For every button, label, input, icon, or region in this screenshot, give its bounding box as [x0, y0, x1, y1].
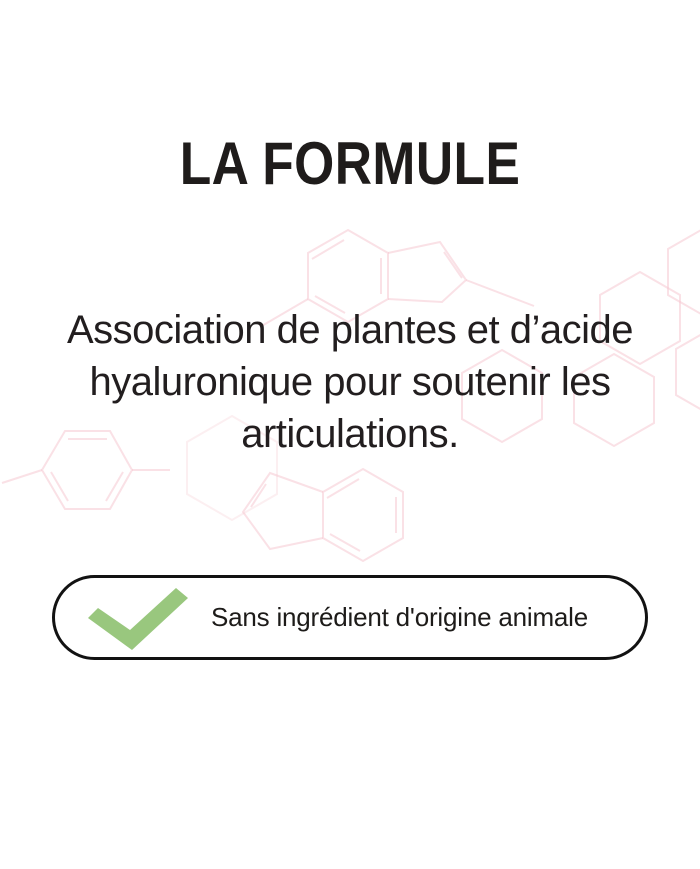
description-paragraph [0, 304, 700, 460]
description-line: Association de plantes et d’acide [66, 308, 634, 352]
description-line: articulations. [241, 412, 459, 456]
checkmark-icon [88, 588, 188, 650]
page-title [0, 130, 700, 197]
description-line: hyaluronique pour soutenir les [89, 360, 611, 404]
no-animal-ingredient-badge [52, 575, 648, 660]
badge-label: Sans ingrédient d'origine animale [210, 602, 589, 632]
page-title-text: LA FORMULE [179, 130, 521, 197]
checkmark-glyph [88, 588, 188, 650]
